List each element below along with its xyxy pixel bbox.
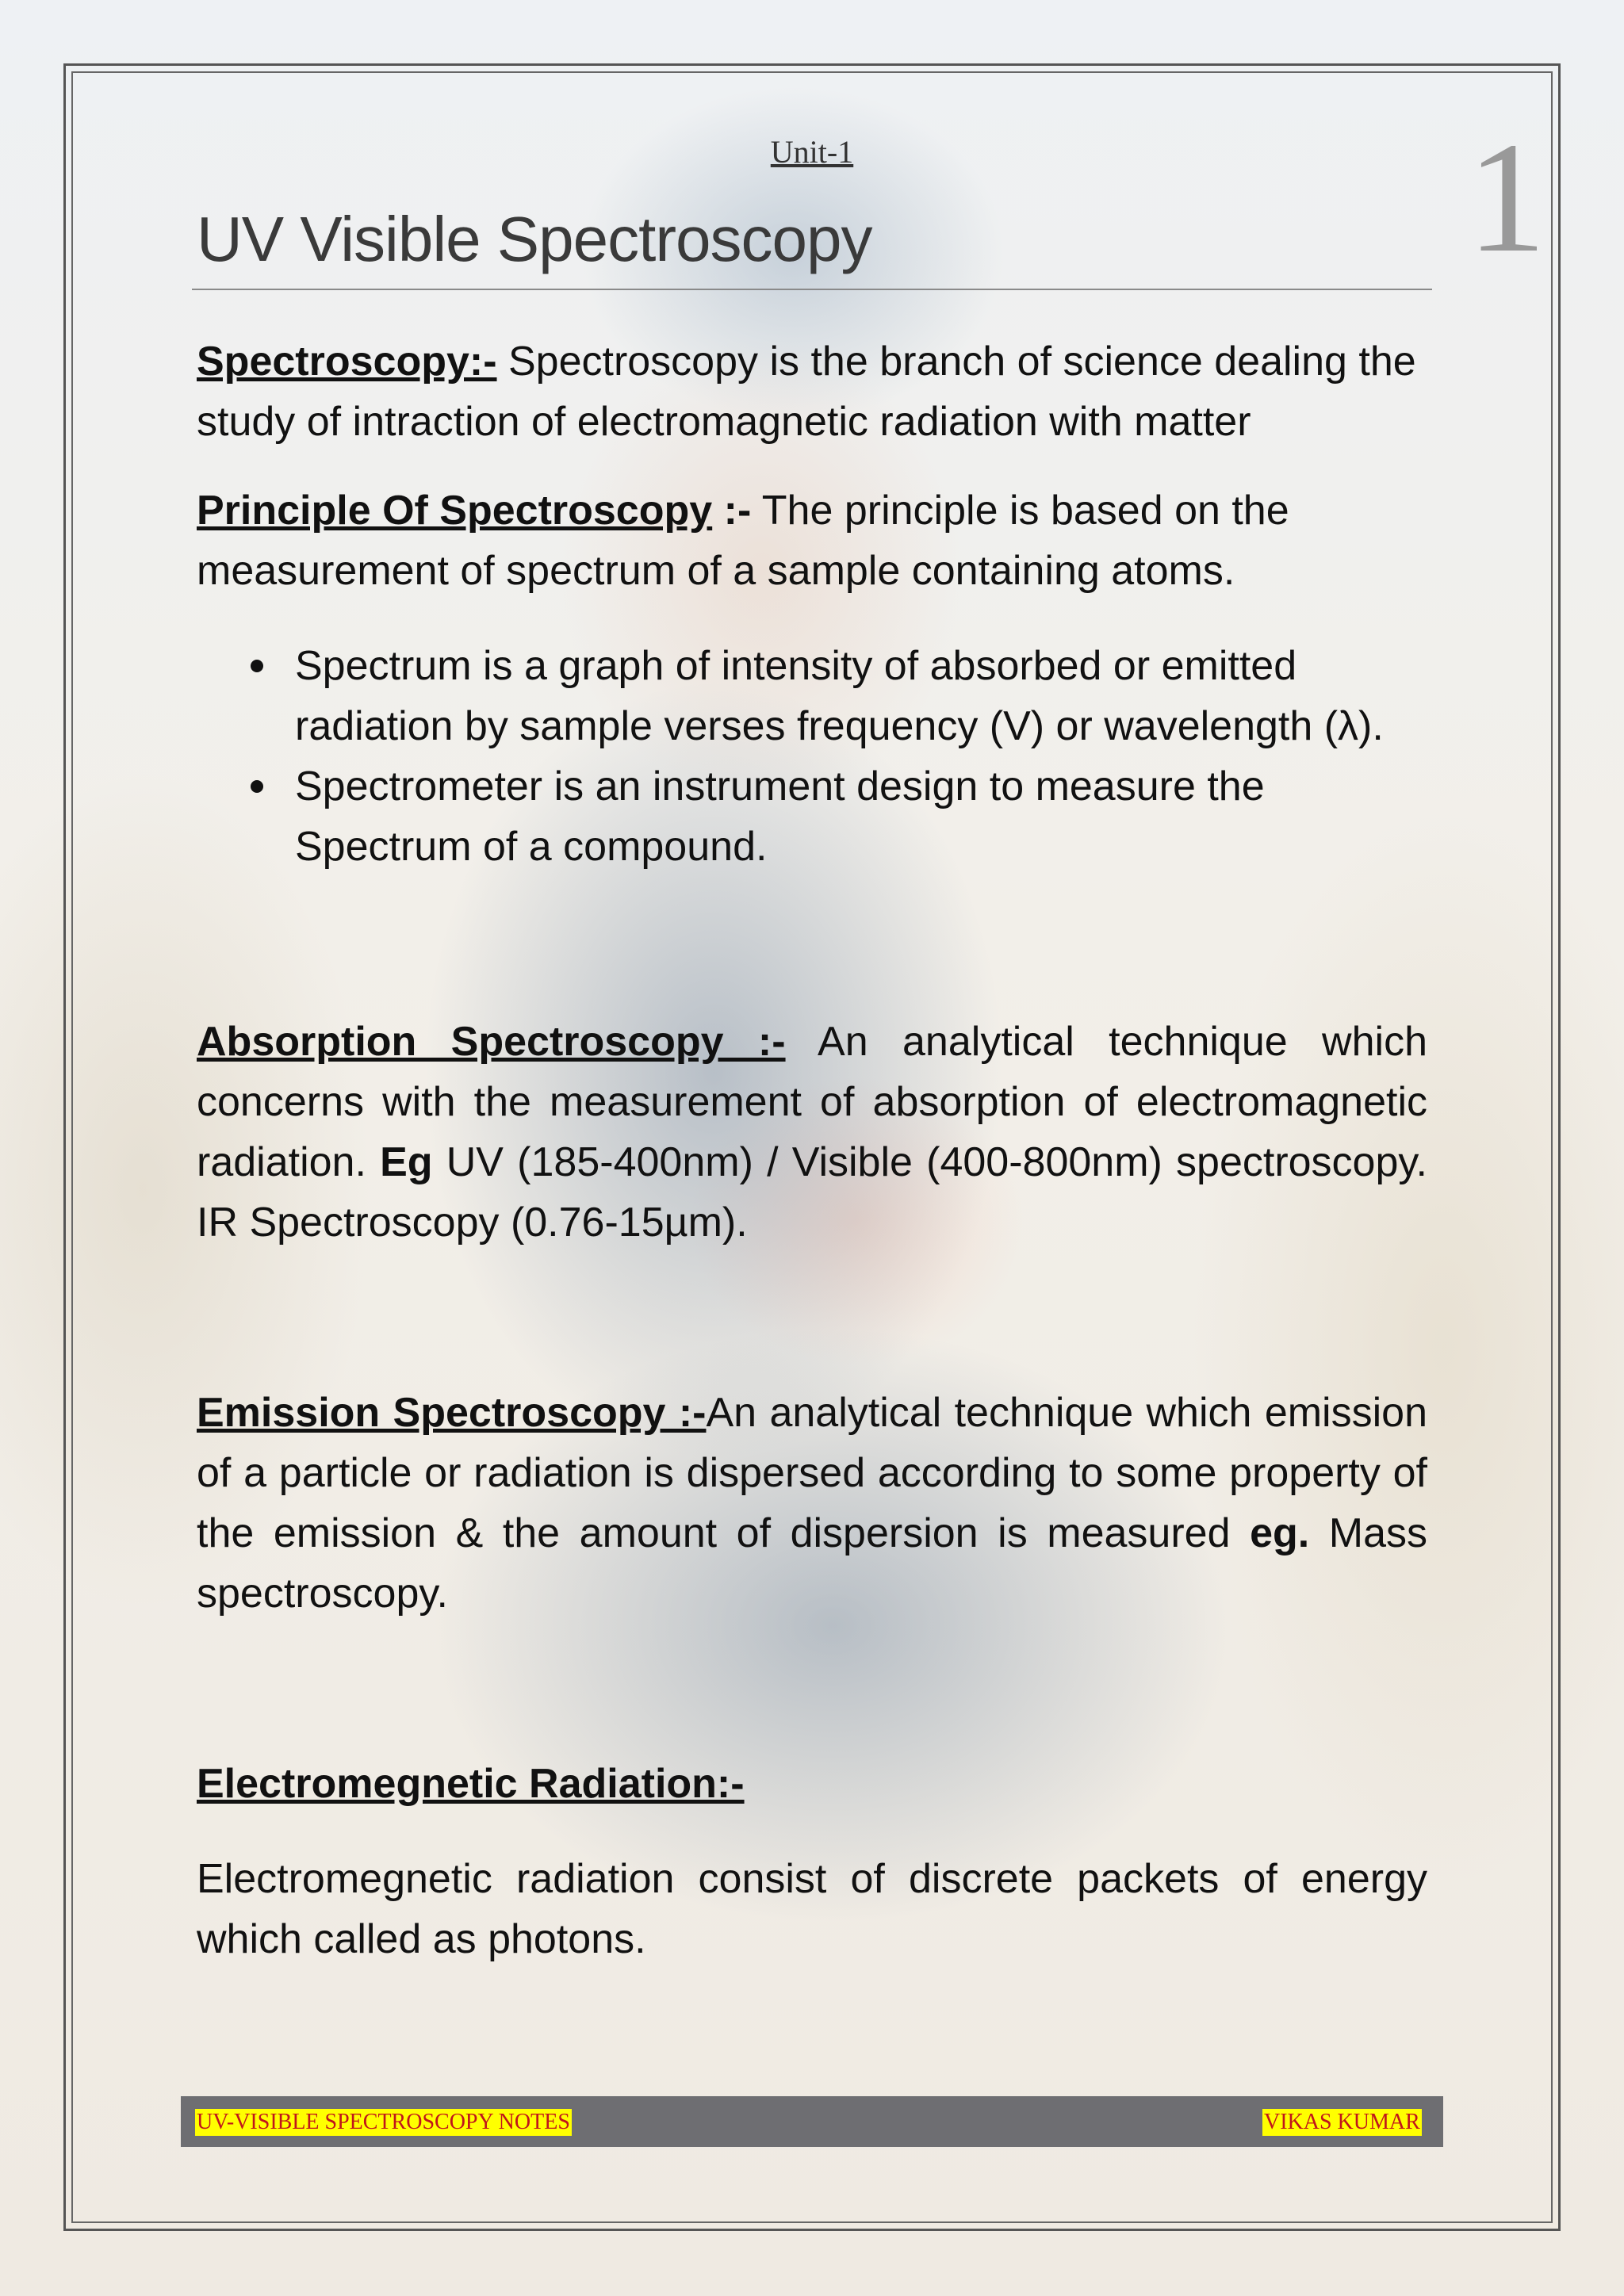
principle-separator: :- [712, 488, 752, 534]
spectroscopy-heading: Spectroscopy:- [197, 339, 497, 385]
absorption-heading: Absorption Spectroscopy :- [197, 1019, 786, 1065]
bullet-text: Spectrometer is an instrument design to measure the Spectrum of a compound. [295, 763, 1265, 870]
absorption-section [197, 1012, 1427, 1253]
emission-text-after: Mass spectroscopy. [197, 1510, 1427, 1617]
em-radiation-text: Electromegnetic radiation consist of discrete packets of energy which called as photons. [197, 1856, 1427, 1962]
bullet-text: Spectrum is a graph of intensity of absorbed or emitted radiation by sample verses frequency (V) or wavelength (λ). [295, 643, 1384, 749]
principle-bullets [197, 636, 1427, 877]
emission-text: An analytical technique which emission of a particle or radiation is dispersed according to some property of the emission & the amount of dispersion is measured [197, 1390, 1428, 1556]
title-divider [192, 289, 1432, 290]
page-number: 1 [1467, 110, 1546, 285]
bullet-icon [251, 660, 263, 672]
list-item [197, 636, 1427, 756]
principle-heading: Principle Of Spectroscopy [197, 488, 713, 534]
unit-label: Unit-1 [770, 134, 854, 170]
page-title: UV Visible Spectroscopy [197, 204, 872, 274]
list-item [197, 756, 1427, 877]
em-radiation-heading: Electromegnetic Radiation:- [197, 1761, 745, 1807]
em-radiation-heading-block [197, 1754, 1427, 1814]
spectroscopy-section [197, 331, 1427, 452]
principle-section [197, 480, 1427, 601]
spectroscopy-text: Spectroscopy is the branch of science dealing the study of intraction of electromagnetic radiation with matter [197, 339, 1416, 445]
emission-section [197, 1383, 1427, 1624]
emission-heading: Emission Spectroscopy :- [197, 1390, 707, 1436]
absorption-text: An analytical technique which concerns with the measurement of absorption of electromagnetic radiation. [197, 1019, 1427, 1185]
em-radiation-section [197, 1849, 1427, 1969]
emission-eg: eg. [1250, 1510, 1310, 1556]
footer-left-label: UV-VISIBLE SPECTROSCOPY NOTES [197, 2110, 570, 2134]
principle-text: The principle is based on the measurement of spectrum of a sample containing atoms. [197, 488, 1289, 594]
absorption-text-after: UV (185-400nm) / Visible (400-800nm) spectroscopy. IR Spectroscopy (0.76-15µm). [197, 1139, 1427, 1246]
footer-right-label: VIKAS KUMAR [1264, 2110, 1420, 2134]
absorption-eg: Eg [380, 1139, 433, 1185]
bullet-icon [251, 780, 263, 793]
